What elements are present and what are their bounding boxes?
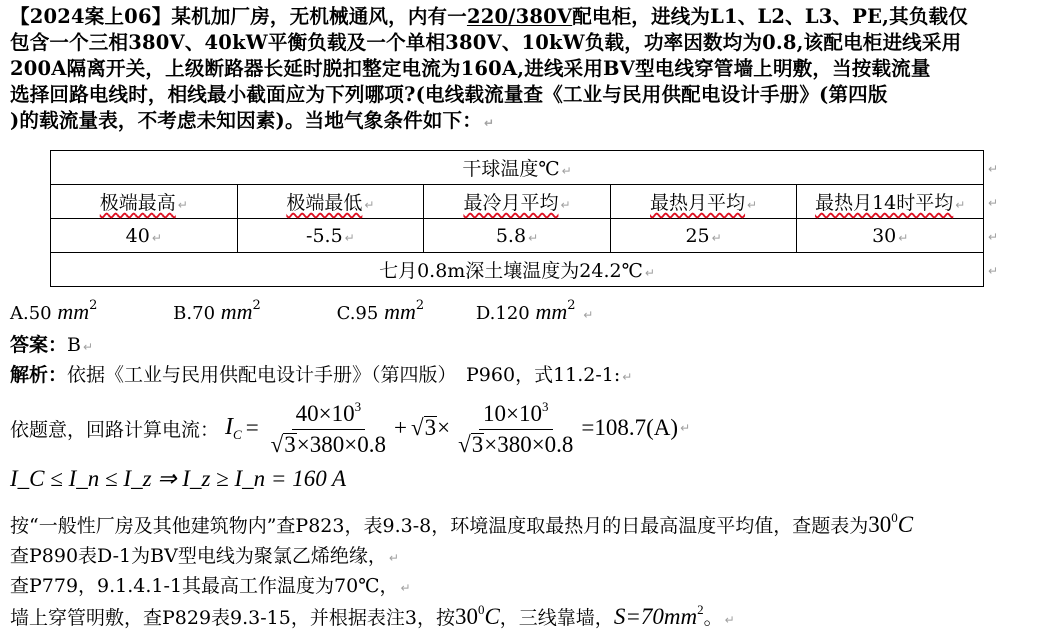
option-b: B.70 $mm^2$ bbox=[173, 298, 261, 324]
cell-mark-icon: ↵ bbox=[151, 230, 162, 245]
fraction-term-1: $\frac{40\times 10^3}{√3\times 380\times 0.8}$ bbox=[270, 398, 386, 457]
formula-lhs: $I_C$ bbox=[225, 413, 242, 442]
wall-line: 墙上穿管明敷，查P829表9.3-15，并根据表注3，按$30^0C$，三线靠墙，$S=70mm^2$。 ↵ bbox=[10, 602, 735, 629]
cell-mark-icon: ↵ bbox=[344, 230, 355, 245]
current-formula: 依题意，回路计算电流： $I_C$ = $\frac{40\times 10^3}{√3\times 380\times 0.8}$ + √3× $\frac{10\times 10^3}{√3\times 380\times 0.8}$ =108.7(A) ↵ bbox=[10, 398, 691, 457]
paragraph-mark-icon: ↵ bbox=[483, 116, 495, 130]
condition-formula bbox=[10, 466, 346, 492]
table-cell: 极端最高 ↵ bbox=[51, 185, 238, 219]
analysis-label: 解析： bbox=[10, 364, 68, 386]
env-temp-value: $30^0C$ bbox=[868, 510, 914, 537]
plus-sign: + bbox=[394, 415, 407, 440]
weather-table bbox=[50, 150, 984, 287]
paragraph-mark-icon: ↵ bbox=[622, 370, 633, 384]
table-cell: 40 ↵ bbox=[51, 219, 238, 253]
table-row bbox=[51, 185, 984, 219]
wall-temp-value: $30^0C$ bbox=[454, 602, 500, 629]
table-cell: 最热月14时平均 ↵ bbox=[797, 185, 984, 219]
cell-mark-icon: ↵ bbox=[177, 198, 188, 212]
table-row bbox=[51, 219, 984, 253]
analysis-text: 依据《工业与民用供配电设计手册》（第四版） P960，式11.2-1: bbox=[67, 364, 621, 386]
question-line-1: 【2024案上06】某机加厂房，无机械通风，内有一220/380V配电柜，进线为L1、L2、L3、PE,其负载仅 bbox=[10, 5, 968, 28]
table-cell: 最热月平均 ↵ bbox=[610, 185, 797, 219]
question-line-3: 200A隔离开关，上级断路器长延时脱扣整定电流为160A,进线采用BV型电线穿管墙上明敷，当按载流量 bbox=[10, 57, 931, 80]
options-row bbox=[10, 298, 593, 325]
cell-mark-icon: ↵ bbox=[528, 230, 539, 245]
question-line-4: 选择回路电线时，相线最小截面应为下列哪项?(电线载流量查《工业与民用供配电设计手册》(第四版 bbox=[10, 83, 888, 106]
question-tag: 【2024案上06】 bbox=[10, 5, 172, 28]
row-end-mark-icon: ↵ bbox=[988, 264, 999, 278]
env-temp-line: 按“一般性厂房及其他建筑物内”查P823，表9.3-8，环境温度取最热月的日最高温度平均值，查题表为$30^0C$ bbox=[10, 510, 914, 537]
cell-mark-icon: ↵ bbox=[711, 230, 722, 245]
formula-result: =108.7(A) bbox=[581, 415, 679, 440]
answer-label: 答案： bbox=[10, 334, 68, 356]
row-end-mark-icon: ↵ bbox=[988, 162, 999, 176]
answer-line bbox=[10, 330, 93, 357]
paragraph-mark-icon: ↵ bbox=[400, 581, 411, 595]
cell-mark-icon: ↵ bbox=[561, 164, 572, 178]
question-line-5: )的载流量表，不考虑未知因素)。当地气象条件如下： ↵ bbox=[10, 109, 495, 132]
option-c: C.95 $mm^2$ bbox=[336, 298, 425, 324]
table-cell: 5.8 ↵ bbox=[424, 219, 611, 253]
table-header-row bbox=[51, 151, 984, 185]
paragraph-mark-icon: ↵ bbox=[680, 421, 691, 435]
condition-text: I_C ≤ I_n ≤ I_z ⇒ I_z ≥ I_n = 160 A bbox=[10, 466, 347, 491]
table-footer-cell: 七月0.8m深土壤温度为24.2℃ ↵ bbox=[51, 253, 984, 287]
fraction-term-2: $\frac{10\times 10^3}{√3\times 380\times 0.8}$ bbox=[458, 398, 574, 457]
cell-mark-icon: ↵ bbox=[364, 198, 375, 212]
cell-mark-icon: ↵ bbox=[955, 198, 966, 212]
row-end-mark-icon: ↵ bbox=[988, 230, 999, 244]
paragraph-mark-icon: ↵ bbox=[724, 613, 735, 627]
answer-value: B bbox=[67, 334, 81, 356]
option-d: D.120 $mm^2$ bbox=[475, 298, 576, 324]
question-text bbox=[10, 4, 1030, 136]
option-a: A.50 $mm^2$ bbox=[10, 298, 98, 324]
table-cell: -5.5 ↵ bbox=[237, 219, 424, 253]
table-footer-row bbox=[51, 253, 984, 287]
analysis-line bbox=[10, 360, 632, 387]
cell-mark-icon: ↵ bbox=[644, 266, 655, 280]
question-line-2: 包含一个三相380V、40kW平衡负载及一个单相380V、10kW负载，功率因数均为0.8,该配电柜进线采用 bbox=[10, 31, 962, 54]
table-header-cell: 干球温度℃ ↵ bbox=[51, 151, 984, 185]
table-cell: 最冷月平均 ↵ bbox=[424, 185, 611, 219]
voltage-text: 220/380V bbox=[466, 5, 573, 28]
row-end-mark-icon: ↵ bbox=[988, 196, 999, 210]
table-cell: 极端最低 ↵ bbox=[237, 185, 424, 219]
wall-result: $S=70mm^2$ bbox=[613, 602, 704, 629]
calc-label: 依题意，回路计算电流： bbox=[10, 418, 220, 441]
paragraph-mark-icon: ↵ bbox=[583, 308, 594, 322]
table-cell: 25 ↵ bbox=[610, 219, 797, 253]
p779-line: 查P779，9.1.4.1-1其最高工作温度为70℃， ↵ bbox=[10, 575, 411, 597]
cell-mark-icon: ↵ bbox=[560, 198, 571, 212]
paragraph-mark-icon: ↵ bbox=[82, 340, 94, 354]
bv-line: 查P890表D-1为BV型电线为聚氯乙烯绝缘， ↵ bbox=[10, 545, 399, 567]
cell-mark-icon: ↵ bbox=[747, 198, 758, 212]
table-cell: 30 ↵ bbox=[797, 219, 984, 253]
sqrt-multiplier: √3× bbox=[410, 415, 451, 440]
paragraph-mark-icon: ↵ bbox=[388, 551, 399, 565]
cell-mark-icon: ↵ bbox=[898, 230, 909, 245]
